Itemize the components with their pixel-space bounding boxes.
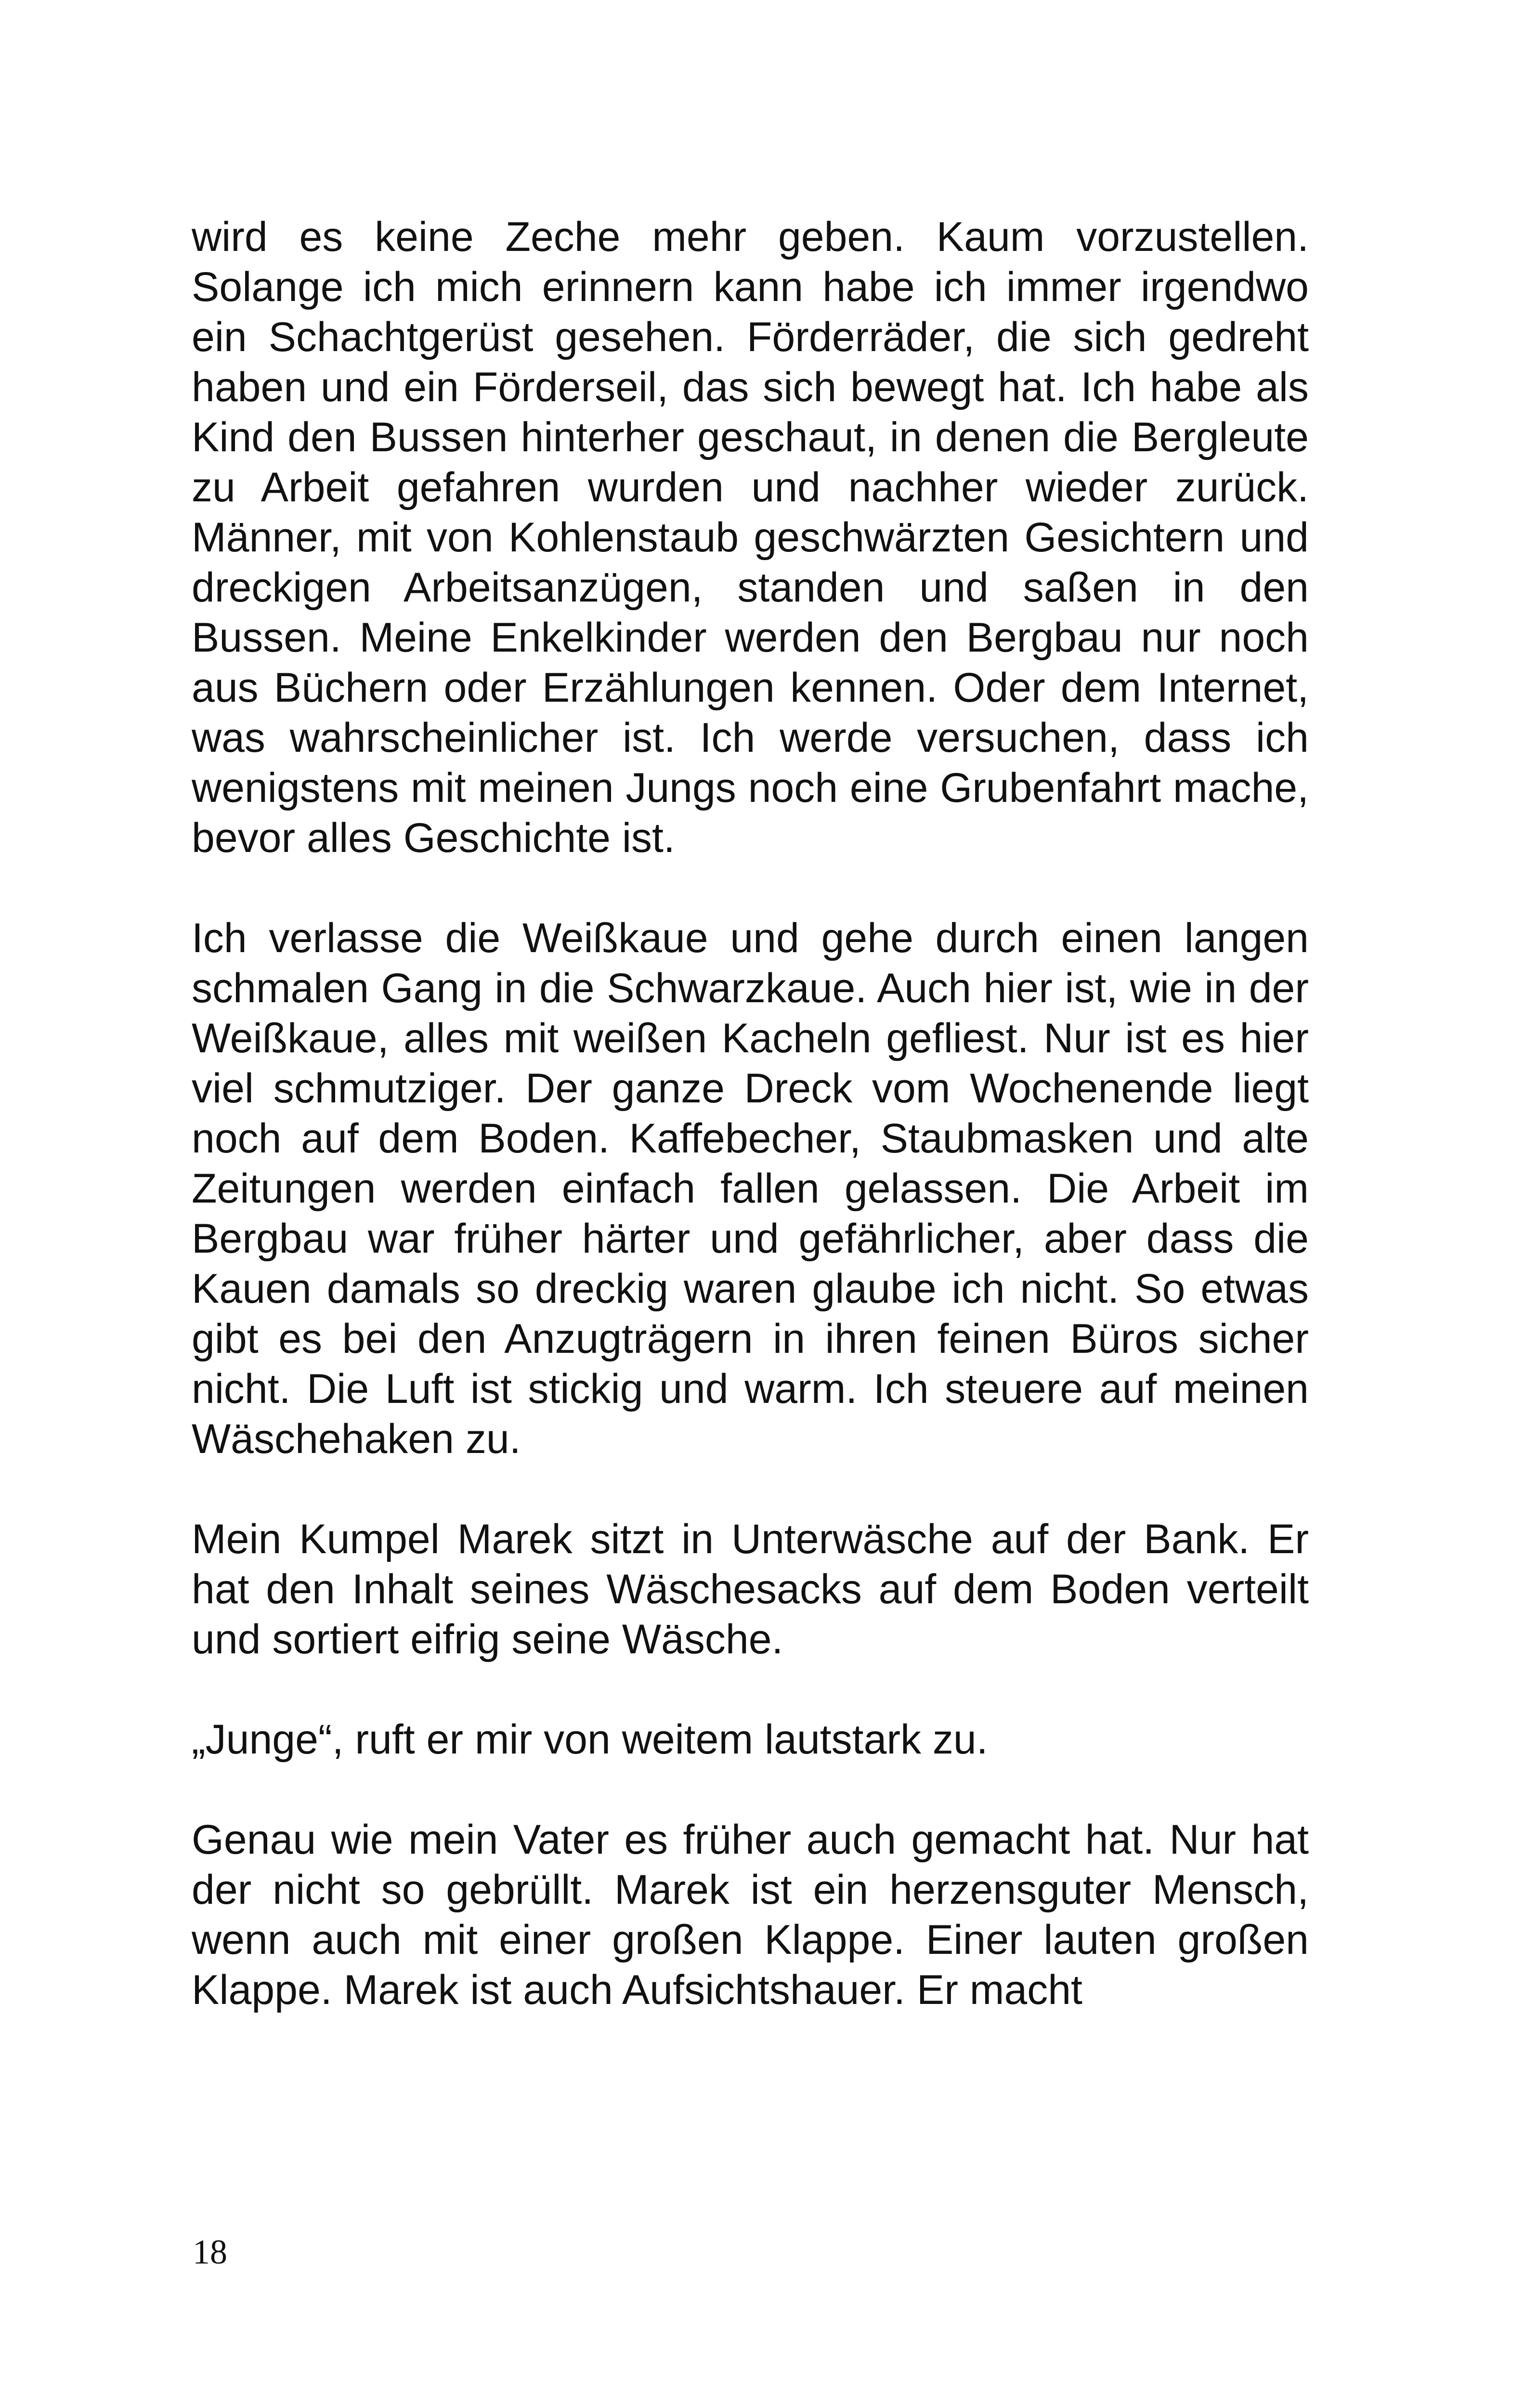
paragraph-schwarzkaue: Ich verlasse die Weißkaue und gehe durch einen langen schmalen Gang in die Schwarzkaue. Auch hier ist, wie in der Weißkaue, alles mit weißen Kacheln gefliest. Nur ist es hier viel schmutziger. Der ganze Dreck vom Wochenende liegt noch auf dem Boden. Kaffebecher, Staubmasken und alte Zeitungen werden einfach fallen gelassen. Die Arbeit im Bergbau war früher härter und gefährlicher, aber dass die Kauen damals so dreckig waren glaube ich nicht. So etwas gibt es bei den Anzugträgern in ihren feinen Büros sicher nicht. Die Luft ist stickig und warm. Ich steuere auf meinen Wäschehaken zu. [192, 915, 1309, 1462]
paragraph-zeche: wird es keine Zeche mehr geben. Kaum vorzustellen. Solange ich mich erinnern kann habe ich immer irgendwo ein Schachtgerüst gesehen. Förderräder, die sich gedreht haben und ein Förderseil, das sich bewegt hat. Ich habe als Kind den Bussen hinterher geschaut, in denen die Bergleute zu Arbeit gefahren wurden und nachher wieder zurück. Männer, mit von Kohlenstaub geschwärzten Gesichtern und dreckigen Arbeitsanzügen, standen und saßen in den Bussen. Meine Enkelkinder werden den Bergbau nur noch aus Büchern oder Erzählungen kennen. Oder dem Internet, was wahrscheinlicher ist. Ich werde versuchen, dass ich wenigstens mit meinen Jungs noch eine Grubenfahrt mache, bevor alles Geschichte ist. [192, 214, 1309, 861]
paragraph-vater: Genau wie mein Vater es früher auch gemacht hat. Nur hat der nicht so gebrüllt. Marek ist ein herzensguter Mensch, wenn auch mit einer großen Klappe. Einer lauten großen Klappe. Marek ist auch Aufsichtshauer. Er macht [192, 1817, 1309, 2013]
paragraph-marek: Mein Kumpel Marek sitzt in Unterwäsche auf der Bank. Er hat den Inhalt seines Wäschesacks auf dem Boden verteilt und sortiert eifrig seine Wäsche. [192, 1516, 1309, 1662]
page-number: 18 [193, 2233, 227, 2271]
paragraph-dialogue: „Junge“, ruft er mir von weitem lautstark zu. [192, 1716, 988, 1763]
body-text [192, 212, 1309, 2015]
